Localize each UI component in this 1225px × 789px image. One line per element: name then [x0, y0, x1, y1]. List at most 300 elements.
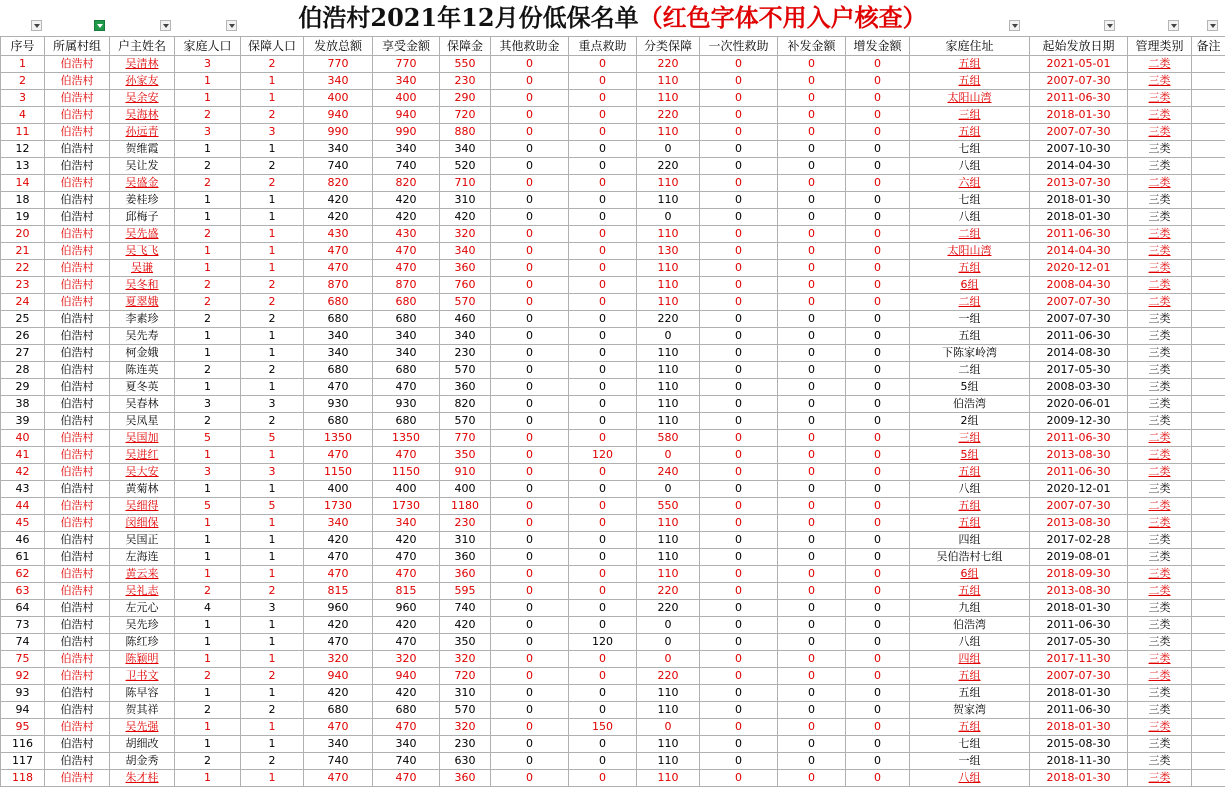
table-cell[interactable]: 0	[778, 481, 846, 498]
table-cell[interactable]: 伯浩村	[45, 73, 110, 90]
table-cell[interactable]: 1	[241, 141, 304, 158]
table-cell[interactable]: 12	[1, 141, 45, 158]
table-cell[interactable]: 1	[241, 651, 304, 668]
table-cell[interactable]: 470	[304, 549, 373, 566]
table-cell[interactable]: 2013-07-30	[1030, 175, 1128, 192]
table-cell[interactable]: 闵细保	[110, 515, 175, 532]
column-header[interactable]: 发放总额	[304, 37, 373, 56]
table-cell[interactable]: 0	[569, 736, 637, 753]
table-cell[interactable]: 2014-08-30	[1030, 345, 1128, 362]
table-cell[interactable]: 930	[304, 396, 373, 413]
table-cell[interactable]: 0	[569, 141, 637, 158]
table-cell[interactable]: 0	[491, 175, 569, 192]
table-cell[interactable]: 350	[440, 447, 491, 464]
table-cell[interactable]: 38	[1, 396, 45, 413]
table-cell[interactable]: 2	[175, 226, 241, 243]
table-cell[interactable]: 29	[1, 379, 45, 396]
table-cell[interactable]: 吴进红	[110, 447, 175, 464]
table-cell[interactable]: 0	[569, 124, 637, 141]
table-cell[interactable]: 310	[440, 532, 491, 549]
table-cell[interactable]: 八组	[910, 158, 1030, 175]
table-cell[interactable]: 6组	[910, 566, 1030, 583]
table-cell[interactable]: 0	[700, 719, 778, 736]
table-cell[interactable]: 0	[700, 345, 778, 362]
table-cell[interactable]: 0	[778, 192, 846, 209]
table-cell[interactable]: 伯浩村	[45, 481, 110, 498]
table-cell[interactable]: 0	[778, 345, 846, 362]
table-cell[interactable]: 420	[440, 209, 491, 226]
table-cell[interactable]: 0	[637, 651, 700, 668]
column-header[interactable]: 重点救助	[569, 37, 637, 56]
table-cell[interactable]: 2	[241, 583, 304, 600]
table-cell[interactable]: 550	[440, 56, 491, 73]
table-cell[interactable]: 0	[700, 141, 778, 158]
column-header[interactable]: 家庭人口	[175, 37, 241, 56]
table-cell[interactable]: 0	[491, 379, 569, 396]
table-cell[interactable]: 0	[778, 515, 846, 532]
table-cell[interactable]: 0	[569, 379, 637, 396]
table-cell[interactable]: 44	[1, 498, 45, 515]
table-cell[interactable]: 340	[304, 515, 373, 532]
table-cell[interactable]: 0	[491, 668, 569, 685]
table-cell[interactable]: 3	[175, 124, 241, 141]
table-cell[interactable]: 960	[304, 600, 373, 617]
table-cell[interactable]: 0	[491, 651, 569, 668]
table-cell[interactable]: 360	[440, 549, 491, 566]
table-cell[interactable]: 0	[778, 566, 846, 583]
table-cell[interactable]: 1	[175, 345, 241, 362]
table-cell[interactable]: 1	[175, 651, 241, 668]
table-cell[interactable]: 0	[846, 464, 910, 481]
table-cell[interactable]: 350	[440, 634, 491, 651]
table-cell[interactable]: 0	[846, 430, 910, 447]
table-cell[interactable]: 22	[1, 260, 45, 277]
table-cell[interactable]: 0	[700, 736, 778, 753]
table-cell[interactable]: 0	[637, 447, 700, 464]
table-cell[interactable]: 75	[1, 651, 45, 668]
table-cell[interactable]: 570	[440, 294, 491, 311]
table-cell[interactable]: 13	[1, 158, 45, 175]
table-cell[interactable]: 340	[440, 141, 491, 158]
table-cell[interactable]: 0	[569, 107, 637, 124]
table-cell[interactable]: 0	[491, 226, 569, 243]
table-cell[interactable]: 470	[373, 566, 440, 583]
table-cell[interactable]: 1	[241, 379, 304, 396]
table-cell[interactable]: 0	[778, 430, 846, 447]
table-cell[interactable]: 94	[1, 702, 45, 719]
table-cell[interactable]: 贺家湾	[910, 702, 1030, 719]
table-cell[interactable]: 2018-01-30	[1030, 719, 1128, 736]
table-cell[interactable]: 0	[569, 702, 637, 719]
table-cell[interactable]: 0	[491, 124, 569, 141]
table-cell[interactable]: 0	[700, 685, 778, 702]
table-cell[interactable]: 0	[778, 549, 846, 566]
table-cell[interactable]: 二类	[1128, 430, 1192, 447]
table-cell[interactable]: 14	[1, 175, 45, 192]
table-cell[interactable]: 1	[175, 736, 241, 753]
table-cell[interactable]: 孙家友	[110, 73, 175, 90]
table-cell[interactable]: 0	[491, 753, 569, 770]
table-cell[interactable]: 710	[440, 175, 491, 192]
table-cell[interactable]: 41	[1, 447, 45, 464]
table-cell[interactable]: 0	[569, 566, 637, 583]
table-cell[interactable]: 李素珍	[110, 311, 175, 328]
table-cell[interactable]: 0	[637, 209, 700, 226]
table-cell[interactable]: 0	[569, 617, 637, 634]
table-cell[interactable]: 0	[846, 277, 910, 294]
table-cell[interactable]: 0	[846, 328, 910, 345]
table-cell[interactable]: 伯浩村	[45, 192, 110, 209]
table-cell[interactable]: 0	[637, 141, 700, 158]
table-cell[interactable]: 1	[175, 90, 241, 107]
table-cell[interactable]: 1	[241, 549, 304, 566]
table-cell[interactable]: 0	[846, 311, 910, 328]
table-cell[interactable]: 0	[491, 566, 569, 583]
table-cell[interactable]: 0	[778, 719, 846, 736]
table-cell[interactable]	[1192, 566, 1225, 583]
table-cell[interactable]: 1	[175, 243, 241, 260]
filter-dropdown-icon[interactable]	[160, 20, 171, 31]
table-cell[interactable]: 1	[175, 685, 241, 702]
table-cell[interactable]: 2020-06-01	[1030, 396, 1128, 413]
table-cell[interactable]: 1	[175, 209, 241, 226]
table-cell[interactable]: 1	[241, 328, 304, 345]
table-cell[interactable]: 五组	[910, 260, 1030, 277]
table-cell[interactable]: 三类	[1128, 753, 1192, 770]
table-cell[interactable]: 0	[491, 719, 569, 736]
table-cell[interactable]: 0	[700, 209, 778, 226]
filter-dropdown-icon[interactable]	[1168, 20, 1179, 31]
table-cell[interactable]: 2011-06-30	[1030, 226, 1128, 243]
table-cell[interactable]: 680	[373, 702, 440, 719]
table-cell[interactable]: 2017-02-28	[1030, 532, 1128, 549]
table-cell[interactable]: 3	[1, 90, 45, 107]
table-cell[interactable]: 三类	[1128, 719, 1192, 736]
table-cell[interactable]: 2	[175, 583, 241, 600]
table-cell[interactable]: 五组	[910, 515, 1030, 532]
table-cell[interactable]: 2017-05-30	[1030, 362, 1128, 379]
table-cell[interactable]: 2008-04-30	[1030, 277, 1128, 294]
table-cell[interactable]: 吴春林	[110, 396, 175, 413]
table-cell[interactable]: 2	[241, 294, 304, 311]
table-cell[interactable]	[1192, 651, 1225, 668]
table-cell[interactable]: 吴凤星	[110, 413, 175, 430]
table-cell[interactable]: 1	[175, 515, 241, 532]
table-cell[interactable]: 1	[175, 260, 241, 277]
table-cell[interactable]: 0	[778, 277, 846, 294]
table-cell[interactable]: 0	[700, 532, 778, 549]
table-cell[interactable]	[1192, 175, 1225, 192]
table-cell[interactable]: 1	[175, 328, 241, 345]
table-cell[interactable]: 2	[241, 175, 304, 192]
table-cell[interactable]: 0	[491, 396, 569, 413]
table-cell[interactable]: 1	[175, 566, 241, 583]
table-cell[interactable]	[1192, 209, 1225, 226]
table-cell[interactable]: 120	[569, 634, 637, 651]
table-cell[interactable]: 5	[175, 430, 241, 447]
table-cell[interactable]: 0	[491, 56, 569, 73]
table-cell[interactable]: 三组	[910, 430, 1030, 447]
table-cell[interactable]: 420	[304, 209, 373, 226]
table-cell[interactable]: 0	[569, 294, 637, 311]
table-cell[interactable]: 0	[846, 719, 910, 736]
table-cell[interactable]: 110	[637, 515, 700, 532]
table-cell[interactable]: 24	[1, 294, 45, 311]
table-cell[interactable]: 0	[846, 566, 910, 583]
table-cell[interactable]: 三类	[1128, 192, 1192, 209]
table-cell[interactable]: 0	[778, 90, 846, 107]
table-cell[interactable]: 110	[637, 532, 700, 549]
table-cell[interactable]: 伯浩村	[45, 56, 110, 73]
table-cell[interactable]: 3	[241, 464, 304, 481]
table-cell[interactable]: 95	[1, 719, 45, 736]
table-cell[interactable]: 2	[175, 277, 241, 294]
table-cell[interactable]: 二组	[910, 294, 1030, 311]
table-cell[interactable]: 0	[569, 481, 637, 498]
table-cell[interactable]	[1192, 107, 1225, 124]
table-cell[interactable]: 0	[700, 413, 778, 430]
table-cell[interactable]: 1	[241, 90, 304, 107]
table-cell[interactable]: 0	[778, 770, 846, 787]
table-cell[interactable]: 吴飞飞	[110, 243, 175, 260]
table-cell[interactable]: 0	[700, 328, 778, 345]
table-cell[interactable]: 吴谦	[110, 260, 175, 277]
table-cell[interactable]: 400	[373, 481, 440, 498]
table-cell[interactable]: 73	[1, 617, 45, 634]
table-cell[interactable]: 0	[491, 243, 569, 260]
table-cell[interactable]: 760	[440, 277, 491, 294]
table-cell[interactable]: 伯浩村	[45, 668, 110, 685]
table-cell[interactable]: 0	[491, 158, 569, 175]
table-cell[interactable]: 1	[175, 481, 241, 498]
table-cell[interactable]: 940	[304, 668, 373, 685]
table-cell[interactable]: 0	[700, 753, 778, 770]
table-cell[interactable]: 0	[778, 600, 846, 617]
table-cell[interactable]: 朱才桂	[110, 770, 175, 787]
table-cell[interactable]: 0	[700, 430, 778, 447]
table-cell[interactable]: 吴让发	[110, 158, 175, 175]
table-cell[interactable]: 0	[846, 498, 910, 515]
table-cell[interactable]: 680	[304, 362, 373, 379]
table-cell[interactable]: 伯浩村	[45, 124, 110, 141]
table-cell[interactable]: 0	[700, 651, 778, 668]
table-cell[interactable]: 0	[778, 464, 846, 481]
table-cell[interactable]: 0	[491, 277, 569, 294]
table-cell[interactable]: 0	[778, 328, 846, 345]
table-cell[interactable]: 420	[304, 617, 373, 634]
table-cell[interactable]: 0	[569, 668, 637, 685]
table-cell[interactable]: 820	[304, 175, 373, 192]
table-cell[interactable]: 320	[373, 651, 440, 668]
table-cell[interactable]: 五组	[910, 56, 1030, 73]
table-cell[interactable]: 110	[637, 175, 700, 192]
table-cell[interactable]: 2014-04-30	[1030, 158, 1128, 175]
table-cell[interactable]	[1192, 141, 1225, 158]
table-cell[interactable]: 74	[1, 634, 45, 651]
table-cell[interactable]: 六组	[910, 175, 1030, 192]
table-cell[interactable]: 0	[700, 379, 778, 396]
table-cell[interactable]: 230	[440, 73, 491, 90]
table-cell[interactable]: 340	[373, 515, 440, 532]
table-cell[interactable]: 130	[637, 243, 700, 260]
table-cell[interactable]	[1192, 226, 1225, 243]
table-cell[interactable]: 1	[241, 634, 304, 651]
table-cell[interactable]: 1	[241, 209, 304, 226]
table-cell[interactable]: 420	[373, 192, 440, 209]
table-cell[interactable]: 0	[846, 685, 910, 702]
column-header[interactable]: 备注	[1192, 37, 1225, 56]
table-cell[interactable]: 八组	[910, 634, 1030, 651]
table-cell[interactable]: 0	[569, 277, 637, 294]
table-cell[interactable]: 18	[1, 192, 45, 209]
table-cell[interactable]: 伯浩湾	[910, 396, 1030, 413]
table-cell[interactable]: 五组	[910, 464, 1030, 481]
table-cell[interactable]: 1	[175, 141, 241, 158]
table-cell[interactable]: 740	[304, 158, 373, 175]
table-cell[interactable]: 0	[700, 260, 778, 277]
table-cell[interactable]: 230	[440, 515, 491, 532]
table-cell[interactable]	[1192, 583, 1225, 600]
table-cell[interactable]: 1	[175, 532, 241, 549]
table-cell[interactable]: 0	[637, 719, 700, 736]
filter-active-icon[interactable]	[94, 20, 105, 31]
table-cell[interactable]	[1192, 379, 1225, 396]
table-cell[interactable]: 110	[637, 73, 700, 90]
table-cell[interactable]: 320	[304, 651, 373, 668]
table-cell[interactable]: 0	[700, 702, 778, 719]
table-cell[interactable]: 220	[637, 56, 700, 73]
table-cell[interactable]: 110	[637, 260, 700, 277]
table-cell[interactable]: 0	[778, 362, 846, 379]
table-cell[interactable]: 110	[637, 685, 700, 702]
table-cell[interactable]: 0	[491, 617, 569, 634]
table-cell[interactable]: 3	[241, 600, 304, 617]
table-cell[interactable]: 伯浩村	[45, 107, 110, 124]
table-cell[interactable]: 五组	[910, 498, 1030, 515]
column-header[interactable]: 享受金额	[373, 37, 440, 56]
table-cell[interactable]: 400	[373, 90, 440, 107]
table-cell[interactable]: 630	[440, 753, 491, 770]
table-cell[interactable]: 五组	[910, 685, 1030, 702]
table-cell[interactable]: 0	[700, 124, 778, 141]
table-cell[interactable]: 0	[569, 73, 637, 90]
table-cell[interactable]: 0	[700, 566, 778, 583]
table-cell[interactable]: 伯浩村	[45, 617, 110, 634]
table-cell[interactable]: 1180	[440, 498, 491, 515]
table-cell[interactable]: 0	[700, 464, 778, 481]
table-cell[interactable]: 2	[241, 277, 304, 294]
table-cell[interactable]: 0	[700, 175, 778, 192]
table-cell[interactable]: 940	[304, 107, 373, 124]
table-cell[interactable]: 吴伯浩村七组	[910, 549, 1030, 566]
table-cell[interactable]: 2	[241, 668, 304, 685]
table-cell[interactable]: 2007-10-30	[1030, 141, 1128, 158]
table-cell[interactable]: 110	[637, 702, 700, 719]
table-cell[interactable]: 2	[241, 753, 304, 770]
table-cell[interactable]: 470	[304, 566, 373, 583]
table-cell[interactable]: 三类	[1128, 736, 1192, 753]
table-cell[interactable]: 0	[491, 141, 569, 158]
table-cell[interactable]	[1192, 481, 1225, 498]
table-cell[interactable]: 0	[491, 294, 569, 311]
table-cell[interactable]: 116	[1, 736, 45, 753]
table-cell[interactable]: 0	[700, 396, 778, 413]
table-cell[interactable]: 左海连	[110, 549, 175, 566]
filter-dropdown-icon[interactable]	[1104, 20, 1115, 31]
table-cell[interactable]: 40	[1, 430, 45, 447]
table-cell[interactable]: 5	[241, 430, 304, 447]
table-cell[interactable]: 0	[778, 396, 846, 413]
table-cell[interactable]	[1192, 498, 1225, 515]
table-cell[interactable]: 25	[1, 311, 45, 328]
table-cell[interactable]: 1	[175, 770, 241, 787]
column-header[interactable]: 户主姓名	[110, 37, 175, 56]
table-cell[interactable]: 430	[373, 226, 440, 243]
table-cell[interactable]: 0	[700, 515, 778, 532]
table-cell[interactable]: 三类	[1128, 396, 1192, 413]
table-cell[interactable]: 0	[778, 158, 846, 175]
table-cell[interactable]: 39	[1, 413, 45, 430]
table-cell[interactable]	[1192, 413, 1225, 430]
table-cell[interactable]: 815	[373, 583, 440, 600]
table-cell[interactable]	[1192, 73, 1225, 90]
table-cell[interactable]: 下陈家岭湾	[910, 345, 1030, 362]
table-cell[interactable]: 0	[637, 634, 700, 651]
table-cell[interactable]: 陈颖明	[110, 651, 175, 668]
table-cell[interactable]: 2	[175, 175, 241, 192]
table-cell[interactable]: 110	[637, 90, 700, 107]
table-cell[interactable]: 420	[440, 617, 491, 634]
table-cell[interactable]: 1	[241, 481, 304, 498]
table-cell[interactable]: 570	[440, 413, 491, 430]
table-cell[interactable]: 0	[491, 311, 569, 328]
table-cell[interactable]: 110	[637, 379, 700, 396]
table-cell[interactable]: 0	[491, 447, 569, 464]
table-cell[interactable]: 0	[778, 379, 846, 396]
table-cell[interactable]: 三类	[1128, 226, 1192, 243]
table-cell[interactable]: 470	[373, 260, 440, 277]
table-cell[interactable]: 三类	[1128, 260, 1192, 277]
table-cell[interactable]: 伯浩村	[45, 141, 110, 158]
table-cell[interactable]: 三类	[1128, 770, 1192, 787]
table-cell[interactable]: 伯浩村	[45, 345, 110, 362]
table-cell[interactable]: 三组	[910, 107, 1030, 124]
table-cell[interactable]: 0	[700, 498, 778, 515]
table-cell[interactable]: 2015-08-30	[1030, 736, 1128, 753]
table-cell[interactable]	[1192, 158, 1225, 175]
table-cell[interactable]: 伯浩村	[45, 209, 110, 226]
table-cell[interactable]: 吴清林	[110, 56, 175, 73]
table-cell[interactable]: 1	[175, 379, 241, 396]
table-cell[interactable]: 1	[175, 719, 241, 736]
table-cell[interactable]: 0	[569, 532, 637, 549]
table-cell[interactable]: 680	[373, 311, 440, 328]
table-cell[interactable]: 940	[373, 668, 440, 685]
table-cell[interactable]: 二组	[910, 362, 1030, 379]
table-cell[interactable]: 一组	[910, 311, 1030, 328]
table-cell[interactable]: 0	[778, 634, 846, 651]
table-cell[interactable]: 64	[1, 600, 45, 617]
table-cell[interactable]: 340	[373, 736, 440, 753]
table-cell[interactable]: 三类	[1128, 124, 1192, 141]
table-cell[interactable]: 0	[778, 651, 846, 668]
table-cell[interactable]: 伯浩村	[45, 753, 110, 770]
table-cell[interactable]: 0	[700, 294, 778, 311]
table-cell[interactable]: 230	[440, 345, 491, 362]
table-cell[interactable]: 360	[440, 770, 491, 787]
table-cell[interactable]: 470	[373, 447, 440, 464]
table-cell[interactable]: 1730	[373, 498, 440, 515]
